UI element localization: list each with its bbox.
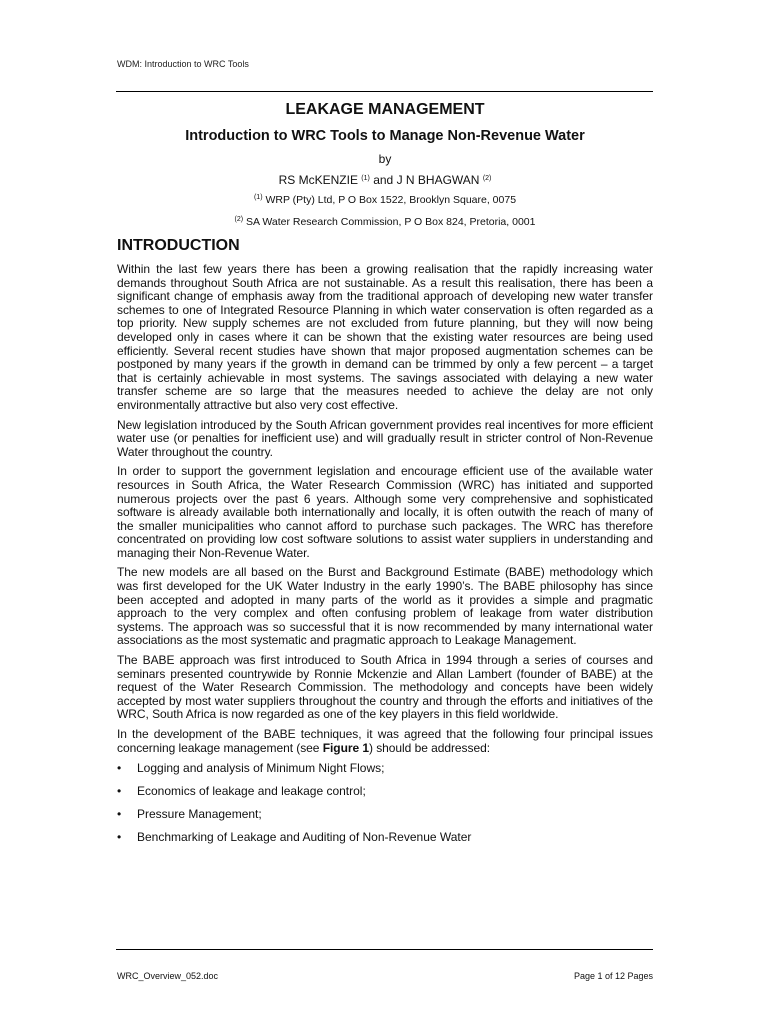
list-item: [117, 761, 653, 775]
issues-list: [117, 761, 653, 844]
by-line: by: [378, 152, 392, 166]
affiliation-1-text: WRP (Pty) Ltd, P O Box 1522, Brooklyn Square, 0075: [265, 194, 517, 206]
affiliation-1-marker: (1): [253, 194, 263, 201]
section-heading: INTRODUCTION: [117, 237, 240, 254]
author-1: RS McKENZIE: [278, 173, 358, 187]
affiliation-1: [117, 193, 653, 207]
document-title: LEAKAGE MANAGEMENT: [285, 101, 485, 118]
bullet-icon: •: [117, 830, 122, 845]
footer-page-number: Page 1 of 12 Pages: [573, 971, 653, 981]
paragraph-5: The BABE approach was first introduced to South Africa in 1994 through a series of courses and seminars presented countrywide by Ronnie Mckenzie and Allan Lambert (founder of BABE) at the request of the Water Research Commission. The methodology and concepts have been widely accepted by most water suppliers throughout the country and through the efforts and initiatives of the WRC, South Africa is now regarded as one of the key players in this field worldwide.: [117, 653, 653, 722]
list-item: [117, 807, 653, 821]
paragraph-1: Within the last few years there has been a growing realisation that the rapidly increasing water demands throughout South Africa are not sustainable. As a result this realisation, there has been a significant change of emphasis away from the traditional approach of developing new water transfer schemes to one of Integrated Resource Planning in which water conservation is often regarded as a top priority. New supply schemes are not excluded from future planning, but they will now being developed only in cases where it can be shown that the existing water resources are being used efficiently. Several recent studies have shown that major proposed augmentation schemes can be postponed by many years if the growth in demand can be trimmed by only a few percent – a target that is certainly achievable in most systems. The savings associated with delaying a new water transfer scheme are so large that the measures needed to achieve the delay are not only environmentally attractive but also very cost effective.: [117, 262, 653, 412]
list-item-text: Economics of leakage and leakage control;: [137, 784, 366, 799]
footer-rule: [116, 949, 653, 950]
author-2-marker: (2): [482, 175, 492, 182]
author-2: J N BHAGWAN: [396, 173, 480, 187]
header-rule: [116, 91, 653, 92]
paragraph-6: [117, 728, 653, 755]
bullet-icon: •: [117, 784, 122, 799]
list-item-text: Benchmarking of Leakage and Auditing of Non-Revenue Water: [137, 830, 472, 845]
affiliation-2-marker: (2): [234, 216, 244, 223]
list-item: [117, 784, 653, 798]
list-item: [117, 830, 653, 844]
author-conjunction: and: [373, 173, 394, 187]
list-item-text: Logging and analysis of Minimum Night Flows;: [137, 761, 385, 776]
list-item-text: Pressure Management;: [137, 807, 262, 822]
author-1-marker: (1): [361, 175, 370, 182]
figure-reference: Figure 1: [322, 740, 369, 755]
document-subtitle: Introduction to WRC Tools to Manage Non-Revenue Water: [185, 128, 585, 144]
affiliation-2-text: SA Water Research Commission, P O Box 824, Pretoria, 0001: [246, 216, 536, 228]
document-body: [117, 100, 653, 853]
bullet-icon: •: [117, 761, 122, 776]
footer-filename: WRC_Overview_052.doc: [117, 971, 219, 981]
authors-line: [117, 173, 653, 188]
affiliation-2: [117, 215, 653, 229]
bullet-icon: •: [117, 807, 122, 822]
paragraph-3: In order to support the government legislation and encourage efficient use of the available water resources in South Africa, the Water Research Commission (WRC) has initiated and supported numerous projects over the past 6 years. Although some very comprehensive and sophisticated software is already available both internationally and locally, it is often outwith the reach of many of the smaller municipalities who cannot afford to purchase such packages. The WRC has therefore concentrated on providing low cost software solutions to assist water suppliers in understanding and managing their Non-Revenue Water.: [117, 464, 653, 560]
paragraph-6-lead: In the development of the BABE techniques, it was agreed that the following four principal issues concerning leakage management (see: [117, 727, 653, 755]
running-header: WDM: Introduction to WRC Tools: [117, 59, 249, 69]
paragraph-4: The new models are all based on the Burst and Background Estimate (BABE) methodology which was first developed for the UK Water Industry in the early 1990’s. The BABE philosophy has since been accepted and adopted in many parts of the world as it provides a simple and pragmatic approach to the very complex and often confusing problem of leakage from water distribution systems. The approach was so successful that it is now recommended by many international water associations as the most systematic and pragmatic approach to Leakage Management.: [117, 565, 653, 648]
paragraph-6-tail: ) should be addressed:: [369, 740, 490, 755]
paragraph-2: New legislation introduced by the South African government provides real incentives for more efficient water use (or penalties for inefficient use) and will gradually result in stricter control of Non-Revenue Water throughout the country.: [117, 417, 653, 459]
